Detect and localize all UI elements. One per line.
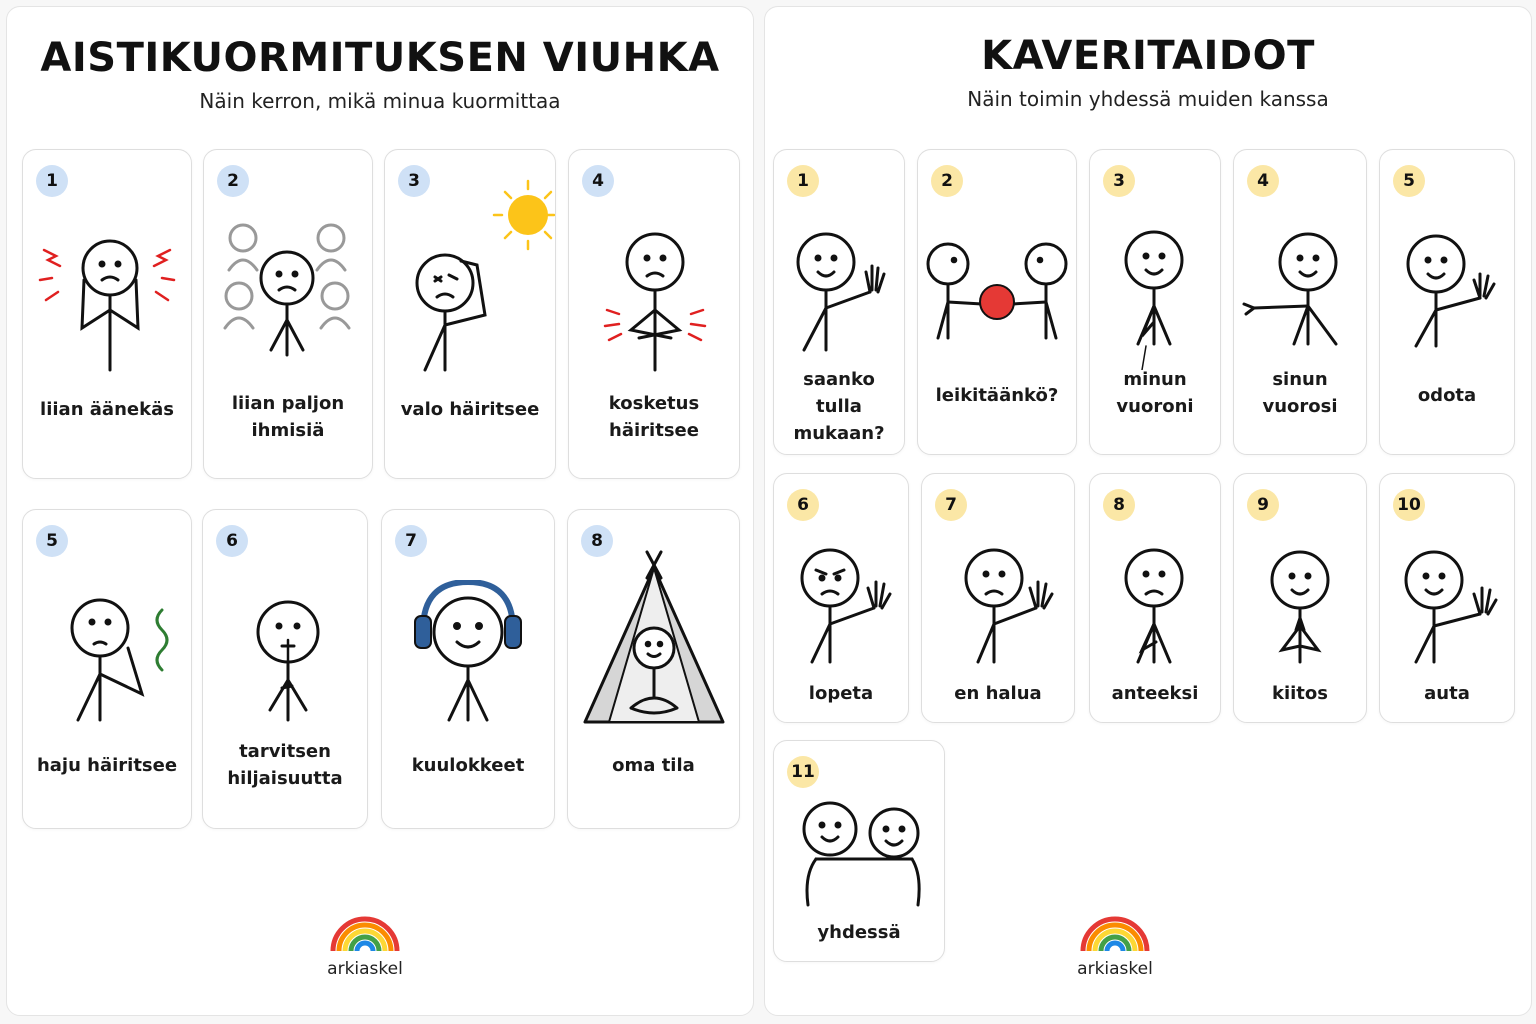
bright-sun-icon	[385, 165, 555, 380]
sensory-card-6[interactable]	[202, 509, 368, 829]
brand-name: arkiaskel	[327, 959, 403, 979]
card-number-badge: 10	[1393, 489, 1425, 521]
skill-card-1[interactable]	[773, 149, 905, 455]
card-number-badge: 4	[582, 165, 614, 197]
card-number-badge: 9	[1247, 489, 1279, 521]
sensory-card-4[interactable]	[568, 149, 740, 479]
sensory-card-5[interactable]	[22, 509, 192, 829]
shush-quiet-icon	[203, 570, 367, 740]
card-number-badge: 7	[395, 525, 427, 557]
sensory-card-label: liian paljon ihmisiä	[231, 393, 345, 441]
sensory-card-label: oma tila	[612, 755, 695, 776]
card-number-badge: 5	[1393, 165, 1425, 197]
skill-card-label: minun vuoroni	[1116, 369, 1194, 417]
card-number-badge: 4	[1247, 165, 1279, 197]
sensory-card-7[interactable]	[381, 509, 555, 829]
friendship-skills-panel	[764, 6, 1532, 1016]
card-number-badge: 8	[1103, 489, 1135, 521]
card-number-badge: 2	[931, 165, 963, 197]
skill-card-label: lopeta	[808, 683, 874, 704]
skill-card-label: anteeksi	[1111, 683, 1199, 704]
skill-card-7[interactable]	[921, 473, 1075, 723]
sensory-card-label: kuulokkeet	[411, 755, 525, 776]
crowd-icon	[204, 210, 372, 380]
skill-card-label: odota	[1417, 385, 1477, 406]
skill-card-3[interactable]	[1089, 149, 1221, 455]
rainbow-icon	[1079, 911, 1151, 953]
card-number-badge: 2	[217, 165, 249, 197]
skill-card-label: yhdessä	[817, 922, 901, 943]
sensory-card-3[interactable]	[384, 149, 556, 479]
skill-card-4[interactable]	[1233, 149, 1367, 455]
skill-card-label: en halua	[954, 683, 1042, 704]
sensory-card-8[interactable]	[567, 509, 740, 829]
point-other-icon	[1234, 210, 1366, 380]
card-number-badge: 11	[787, 756, 819, 788]
brand-logo	[305, 911, 425, 979]
card-number-badge: 3	[398, 165, 430, 197]
skill-card-label: saanko tulla mukaan?	[793, 369, 885, 444]
sensory-card-label: tarvitsen hiljaisuutta	[227, 741, 343, 789]
skill-card-8[interactable]	[1089, 473, 1221, 723]
skill-card-6[interactable]	[773, 473, 909, 723]
sensory-card-label: kosketus häiritsee	[608, 393, 700, 441]
two-kids-ball-icon	[918, 210, 1076, 380]
skill-card-label: sinun vuorosi	[1262, 369, 1338, 417]
skill-card-2[interactable]	[917, 149, 1077, 455]
headphones-icon	[382, 580, 554, 750]
skill-card-5[interactable]	[1379, 149, 1515, 455]
sensory-card-label: liian äänekäs	[40, 399, 174, 420]
card-number-badge: 6	[787, 489, 819, 521]
wave-join-icon	[774, 210, 904, 380]
skill-card-label: auta	[1424, 683, 1470, 704]
card-number-badge: 1	[36, 165, 68, 197]
sensory-card-2[interactable]	[203, 149, 373, 479]
skill-card-label: kiitos	[1272, 683, 1328, 704]
skill-card-11[interactable]	[773, 740, 945, 962]
left-panel-subtitle: Näin kerron, mikä minua kuormittaa	[199, 89, 561, 113]
card-number-badge: 6	[216, 525, 248, 557]
card-number-badge: 3	[1103, 165, 1135, 197]
wait-hand-icon	[1380, 210, 1514, 380]
bad-smell-icon	[23, 570, 191, 740]
left-panel-title: AISTIKUORMITUKSEN VIUHKA	[40, 35, 720, 81]
brand-logo	[1055, 911, 1175, 979]
card-number-badge: 7	[935, 489, 967, 521]
together-friends-icon	[774, 795, 944, 915]
right-panel-title: KAVERITAIDOT	[981, 33, 1315, 79]
sensory-overload-panel	[6, 6, 754, 1016]
card-number-badge: 5	[36, 525, 68, 557]
ears-covered-noise-icon	[23, 210, 191, 380]
touch-arms-crossed-icon	[569, 210, 739, 380]
brand-name: arkiaskel	[1077, 959, 1153, 979]
rainbow-icon	[329, 911, 401, 953]
sensory-card-label: valo häiritsee	[400, 399, 540, 420]
point-self-icon	[1090, 210, 1220, 380]
skill-card-9[interactable]	[1233, 473, 1367, 723]
sensory-card-1[interactable]	[22, 149, 192, 479]
right-panel-subtitle: Näin toimin yhdessä muiden kanssa	[967, 87, 1329, 111]
sensory-card-label: haju häiritsee	[36, 755, 178, 776]
card-number-badge: 1	[787, 165, 819, 197]
card-number-badge: 8	[581, 525, 613, 557]
skill-card-10[interactable]	[1379, 473, 1515, 723]
skill-card-label: leikitäänkö?	[935, 385, 1059, 406]
tent-own-space-icon	[568, 548, 739, 738]
